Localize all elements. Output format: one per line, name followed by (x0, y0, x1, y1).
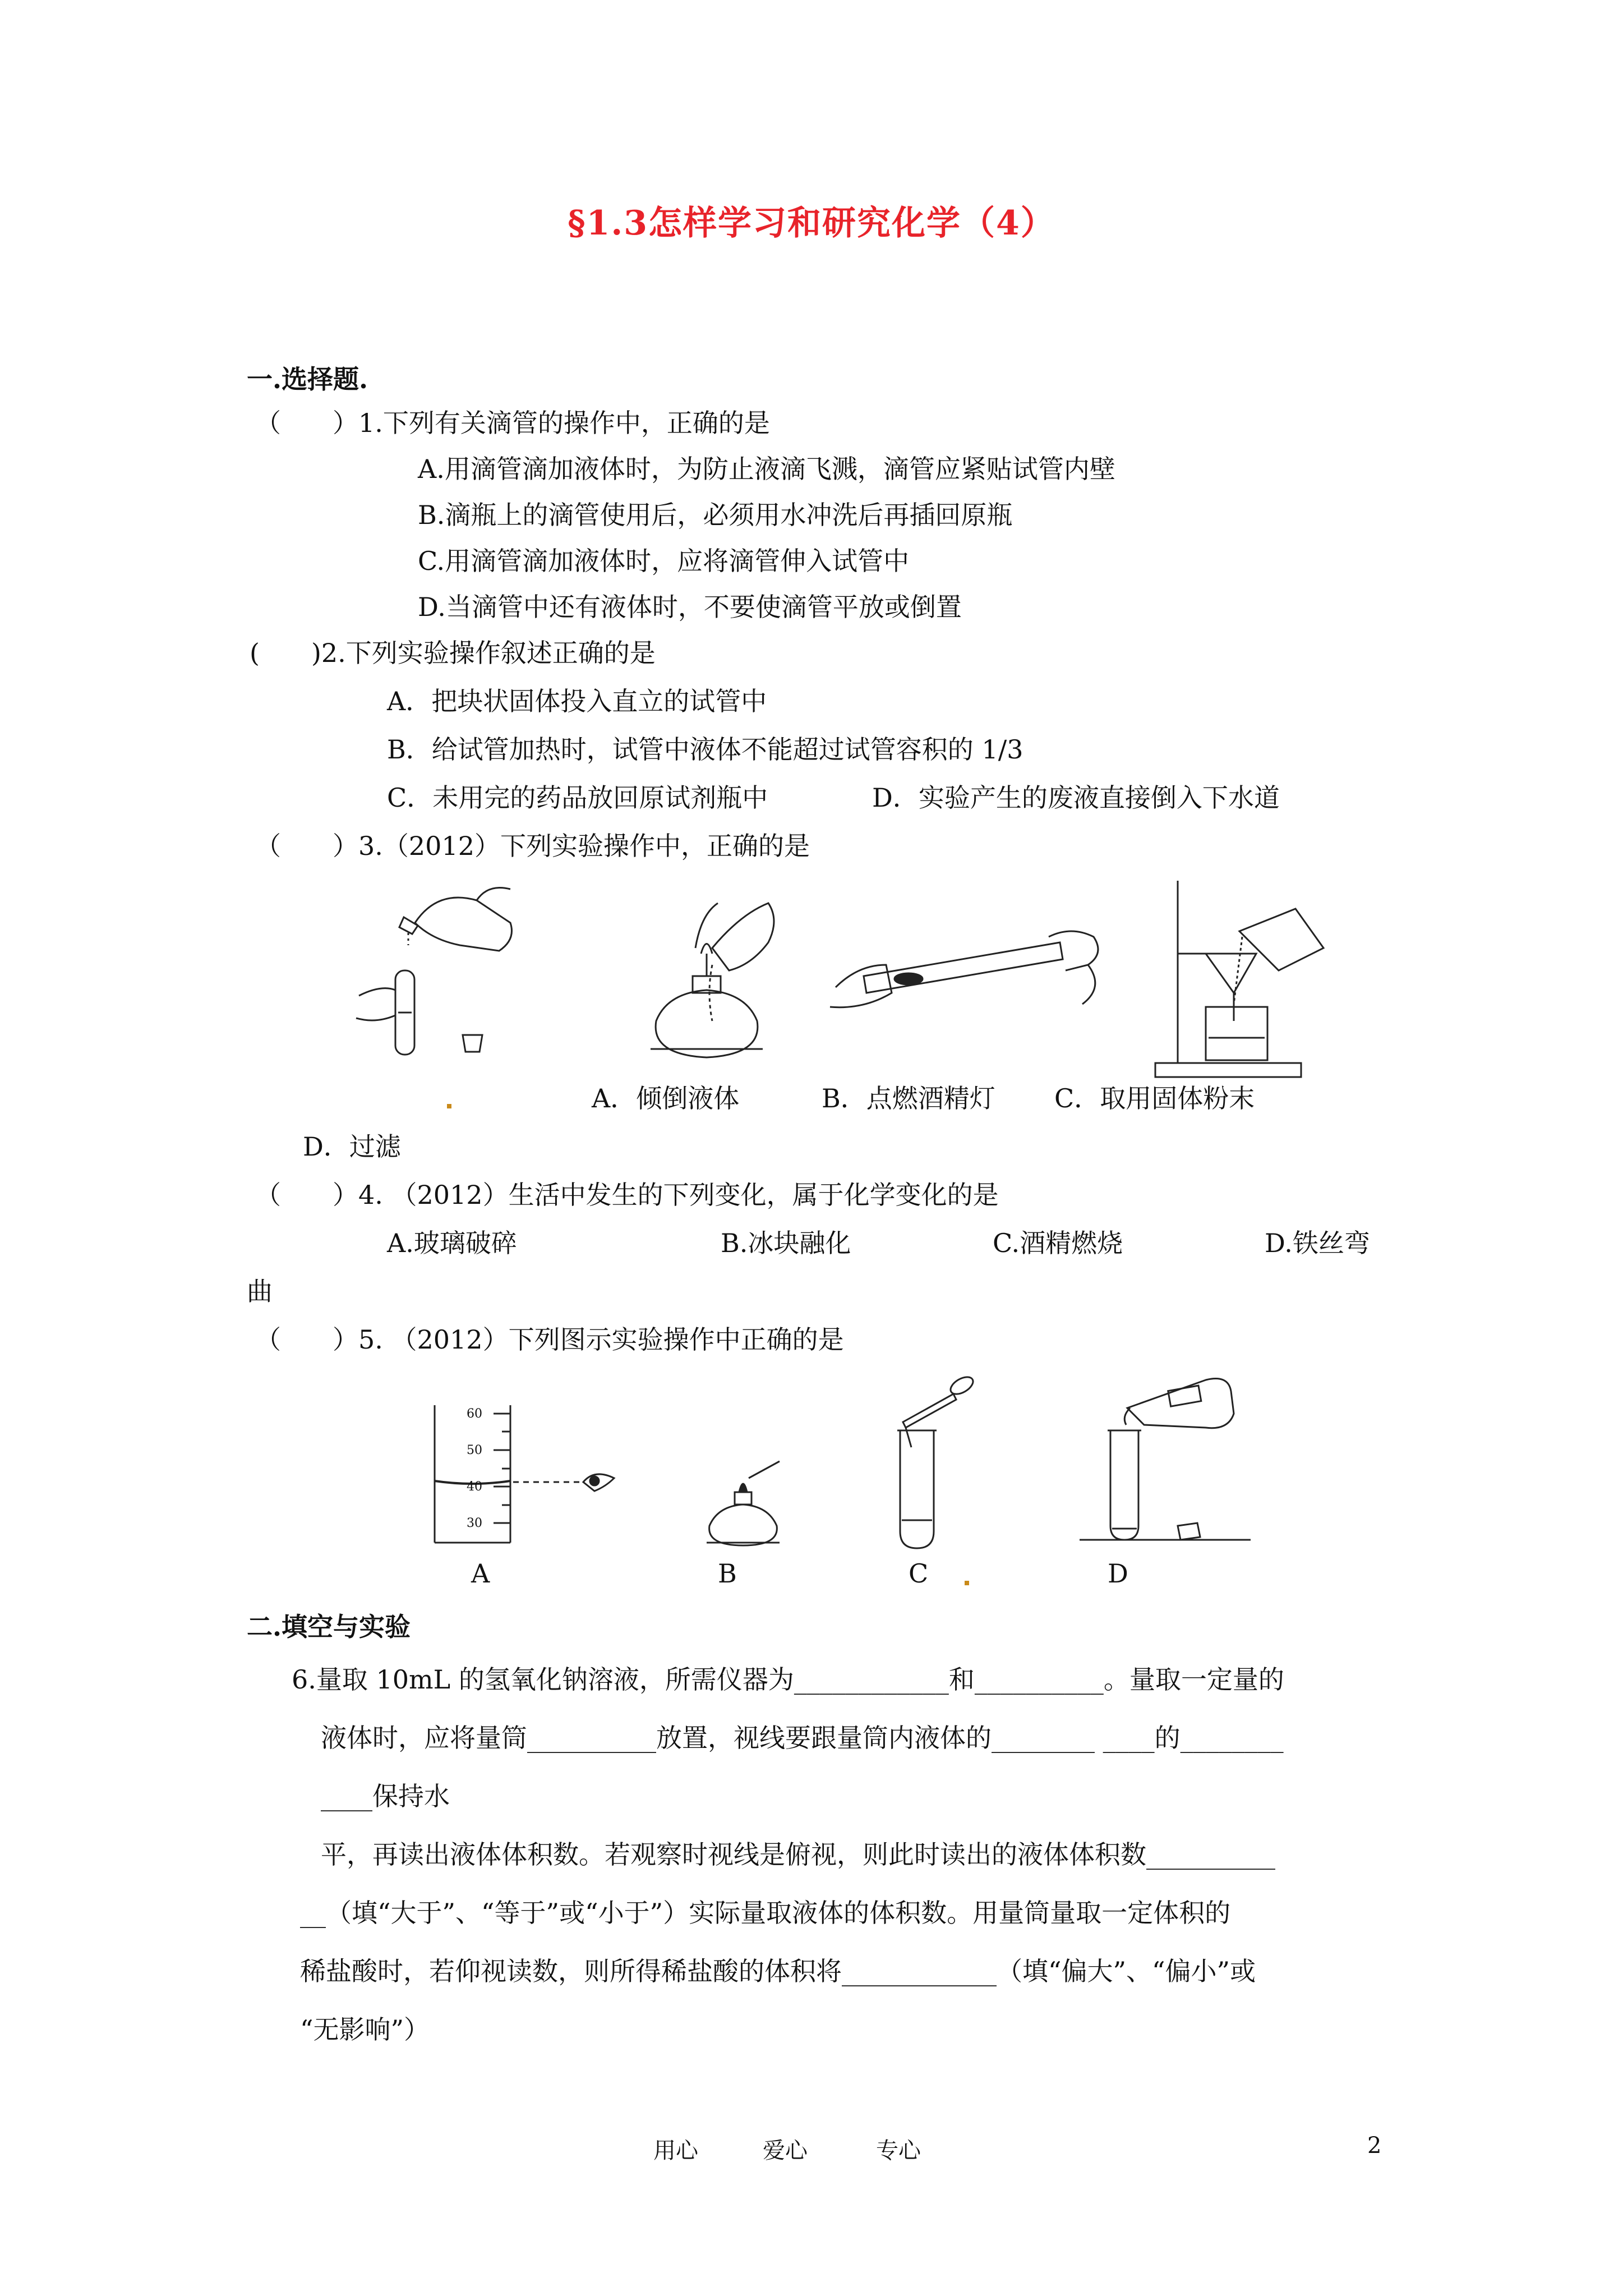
cylinder-tick-label: 30 (467, 1516, 482, 1530)
question-3-option-a: A．倾倒液体 (592, 1083, 740, 1114)
question-3-option-b: B．点燃酒精灯 (822, 1083, 995, 1114)
question-4-option-c: C.酒精燃烧 (993, 1228, 1123, 1258)
question-4-stem: （ ）4. （2012）生活中发生的下列变化，属于化学变化的是 (255, 1180, 999, 1210)
figure-lighting-alcohol-lamp (628, 881, 785, 1066)
question-2-option-d: D．实验产生的废液直接倒入下水道 (872, 783, 1280, 813)
question-1-option-a: A.用滴管滴加液体时，为防止液滴飞溅，滴管应紧贴试管内壁 (418, 454, 1115, 484)
figure-pouring-liquid (348, 878, 533, 1063)
cylinder-tick-label: 60 (467, 1407, 482, 1421)
question-6-line: 稀盐酸时，若仰视读数，则所得稀盐酸的体积将____________（填“偏大”、“偏小”或 (300, 1956, 1256, 1986)
question-3-option-c: C．取用固体粉末 (1054, 1083, 1255, 1114)
figure-small-alcohol-lamp (695, 1453, 791, 1548)
cylinder-tick-label: 50 (467, 1443, 482, 1457)
question-4-option-d-continued: 曲 (247, 1276, 273, 1306)
cylinder-tick-label: 40 (467, 1480, 482, 1494)
section-heading-choice: 一.选择题. (247, 364, 368, 394)
question-6-line: ____保持水 (321, 1781, 450, 1811)
section-heading-fill: 二.填空与实验 (247, 1612, 411, 1642)
figure-test-tube-dropper (886, 1369, 981, 1554)
question-6-line: “无影响”） (300, 2014, 430, 2045)
figure-label-c: C (909, 1558, 929, 1589)
question-5-stem: （ ）5. （2012）下列图示实验操作中正确的是 (255, 1324, 844, 1355)
question-1-option-d: D.当滴管中还有液体时，不要使滴管平放或倒置 (418, 592, 962, 622)
question-6-line: __（填“大于”、“等于”或“小于”）实际量取液体的体积数。用量筒量取一定体积的 (300, 1898, 1231, 1928)
question-4-option-d: D.铁丝弯 (1265, 1228, 1370, 1258)
question-2-option-b: B．给试管加热时，试管中液体不能超过试管容积的 1/3 (387, 734, 1023, 765)
question-1-option-b: B.滴瓶上的滴管使用后，必须用水冲洗后再插回原瓶 (418, 500, 1013, 530)
question-3-stem: （ ）3.（2012）下列实验操作中，正确的是 (255, 831, 810, 861)
footer-motto: 用心 (653, 2138, 698, 2164)
footer-motto: 专心 (876, 2138, 921, 2164)
question-2-stem: ( )2.下列实验操作叙述正确的是 (250, 638, 656, 668)
question-4-option-a: A.玻璃破碎 (387, 1228, 517, 1258)
footer-motto: 爱心 (763, 2138, 808, 2164)
question-2-option-a: A．把块状固体投入直立的试管中 (387, 686, 767, 716)
figure-taking-solid-powder (824, 909, 1116, 1021)
page-title: §1.3怎样学习和研究化学（4） (568, 204, 1055, 243)
figure-filtration (1144, 875, 1335, 1083)
question-6-line: 平，再读出液体体积数。若观察时视线是俯视，则此时读出的液体体积数__________ (321, 1839, 1275, 1870)
figure-label-a: A (471, 1558, 490, 1589)
question-3-option-d: D．过滤 (303, 1131, 401, 1162)
figure-reading-cylinder (426, 1402, 634, 1548)
question-6-line: 液体时，应将量筒__________放置，视线要跟量筒内液体的________ ____的________ (321, 1723, 1284, 1753)
orange-mark (447, 1104, 451, 1108)
question-1-stem: （ ）1.下列有关滴管的操作中，正确的是 (255, 408, 770, 438)
question-4-option-b: B.冰块融化 (721, 1228, 851, 1258)
figure-pouring-test-tube (1077, 1369, 1256, 1554)
question-6-line: 6.量取 10mL 的氢氧化钠溶液，所需仪器为____________和__________。量取一定量的 (292, 1664, 1284, 1695)
orange-mark (965, 1581, 969, 1585)
question-1-option-c: C.用滴管滴加液体时，应将滴管伸入试管中 (418, 546, 910, 576)
question-2-option-c: C．未用完的药品放回原试剂瓶中 (387, 783, 768, 813)
figure-label-b: B (718, 1558, 737, 1589)
figure-label-d: D (1108, 1558, 1128, 1589)
page-number: 2 (1367, 2133, 1382, 2159)
